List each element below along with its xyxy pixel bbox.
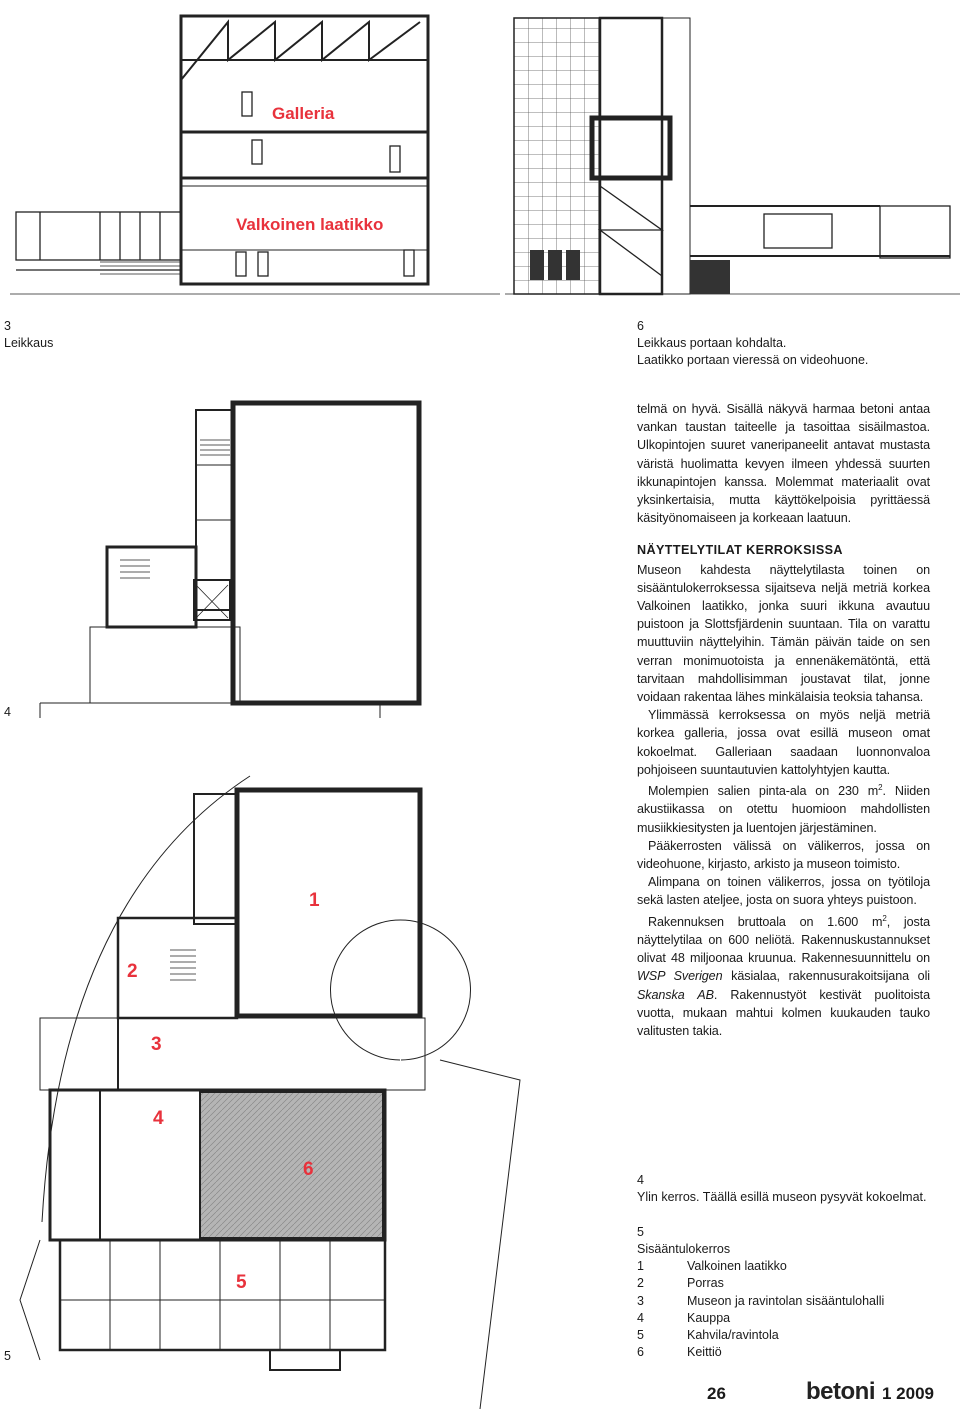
legend-item: 6 Keittiö — [637, 1345, 722, 1360]
legend-item: 5 Kahvila/ravintola — [637, 1328, 779, 1343]
plan-label-2: 2 — [127, 961, 138, 982]
issue-number: 1 2009 — [882, 1384, 934, 1403]
article-paragraph-1: Museon kahdesta näyttelytilasta toinen on sisääntulokerroksessa sijaitseva neljä metriä korkea Valkoinen laatikko, jonka suuri ikkuna avautuu puistoon ja Slottsfjärdenin suuntaan. Tila on varattu muuttuviin näyttelyihin. Tämän päivän taide on sen verran monimuotoista ja ennenäkemätöntä, että tarvitaan mahdollisimman joustavat tilat, jonne voidaan rakentaa lähes minkälaisia teoksia tahansa. — [637, 562, 930, 705]
figure-6-caption-line1: Leikkaus portaan kohdalta. — [637, 336, 787, 350]
article-body — [637, 400, 930, 1040]
legend-item: 4 Kauppa — [637, 1310, 731, 1325]
figure-4-caption: Ylin kerros. Täällä esillä museon pysyvät kokoelmat. — [637, 1190, 927, 1204]
article-paragraph-6: Rakennuksen bruttoala on 1.600 $m^2$, josta näyttelytilaa on 600 neliötä. Rakennuskustannukset olivat 48 miljoonaa kruunua. Rakennesuunnittelu on WSP Sverigen käsialaa, rakennusurakoitsijana oli Skanska AB. Rakennustyöt kestivät puolitoista vuotta, mukaan mahtui kolmen kuukauden tauko valitusten takia. — [637, 913, 930, 1039]
plan-label-1: 1 — [309, 890, 320, 911]
figure-5-number: 5 — [4, 1349, 11, 1363]
plan-label-6: 6 — [303, 1159, 314, 1180]
legend-item: 2 Porras — [637, 1276, 724, 1291]
plan-label-3: 3 — [151, 1034, 162, 1055]
figure-6-caption-line2: Laatikko portaan vieressä on videohuone. — [637, 353, 869, 367]
plan-label-4: 4 — [153, 1108, 164, 1129]
page-number: 26 — [707, 1384, 726, 1403]
article-intro: telmä on hyvä. Sisällä näkyvä harmaa betoni antaa vankan taustan taiteelle ja tasoittaa sisäilmastoa. Ulkopintojen suuret vaneripaneelit antavat mustasta väristä huolimatta kevyen ilmeen yhdessä suurten ikkunapintojen kanssa. Molemmat materiaalit ovat yksinkertaisia, mutta käyttökelpoisia pyrittäessä käsityönomaiseen ja korkeaan laatuun. — [637, 402, 930, 526]
figure-3-number: 3 — [4, 319, 11, 333]
figure-4-number: 4 — [4, 705, 11, 719]
figure-5-caption-number: 5 — [637, 1225, 644, 1239]
plan-legend — [637, 1258, 927, 1362]
valkoinen-laatikko-label: Valkoinen laatikko — [236, 215, 384, 234]
plan-label-5: 5 — [236, 1272, 247, 1293]
article-paragraph-2: Ylimmässä kerroksessa on myös neljä metriä korkea galleria, jossa ovat esillä museon omat kokoelmat. Galleriaan saadaan luonnonvaloa pohjoiseen suuntautuvien kattolyhtyjen kautta. — [637, 708, 930, 777]
article-paragraph-4: Pääkerrosten välissä on välikerros, jossa on videohuone, kirjasto, arkisto ja museon toimisto. — [637, 838, 930, 872]
article-paragraph-5: Alimpana on toinen välikerros, jossa on työtiloja sekä lasten ateljee, josta on suora yhteys puistoon. — [637, 875, 930, 908]
figure-5-caption: Sisääntulokerros — [637, 1242, 731, 1256]
galleria-label: Galleria — [272, 104, 335, 123]
article-heading: NÄYTTELYTILAT KERROKSISSA — [637, 543, 843, 558]
figure-3-caption: Leikkaus — [4, 336, 54, 350]
figure-4-caption-number: 4 — [637, 1173, 644, 1187]
legend-item: 1 Valkoinen laatikko — [637, 1259, 787, 1273]
figure-6-number: 6 — [637, 319, 644, 333]
brand-logo: betoni — [806, 1378, 875, 1405]
legend-item: 3 Museon ja ravintolan sisääntulohalli — [637, 1293, 885, 1308]
article-paragraph-3: Molempien salien pinta-ala on 230 $m^2$. Niiden akustiikassa on otettu huomioon mahdollisten musiikkiesitysten ja luentojen järjestäminen. — [637, 783, 930, 835]
